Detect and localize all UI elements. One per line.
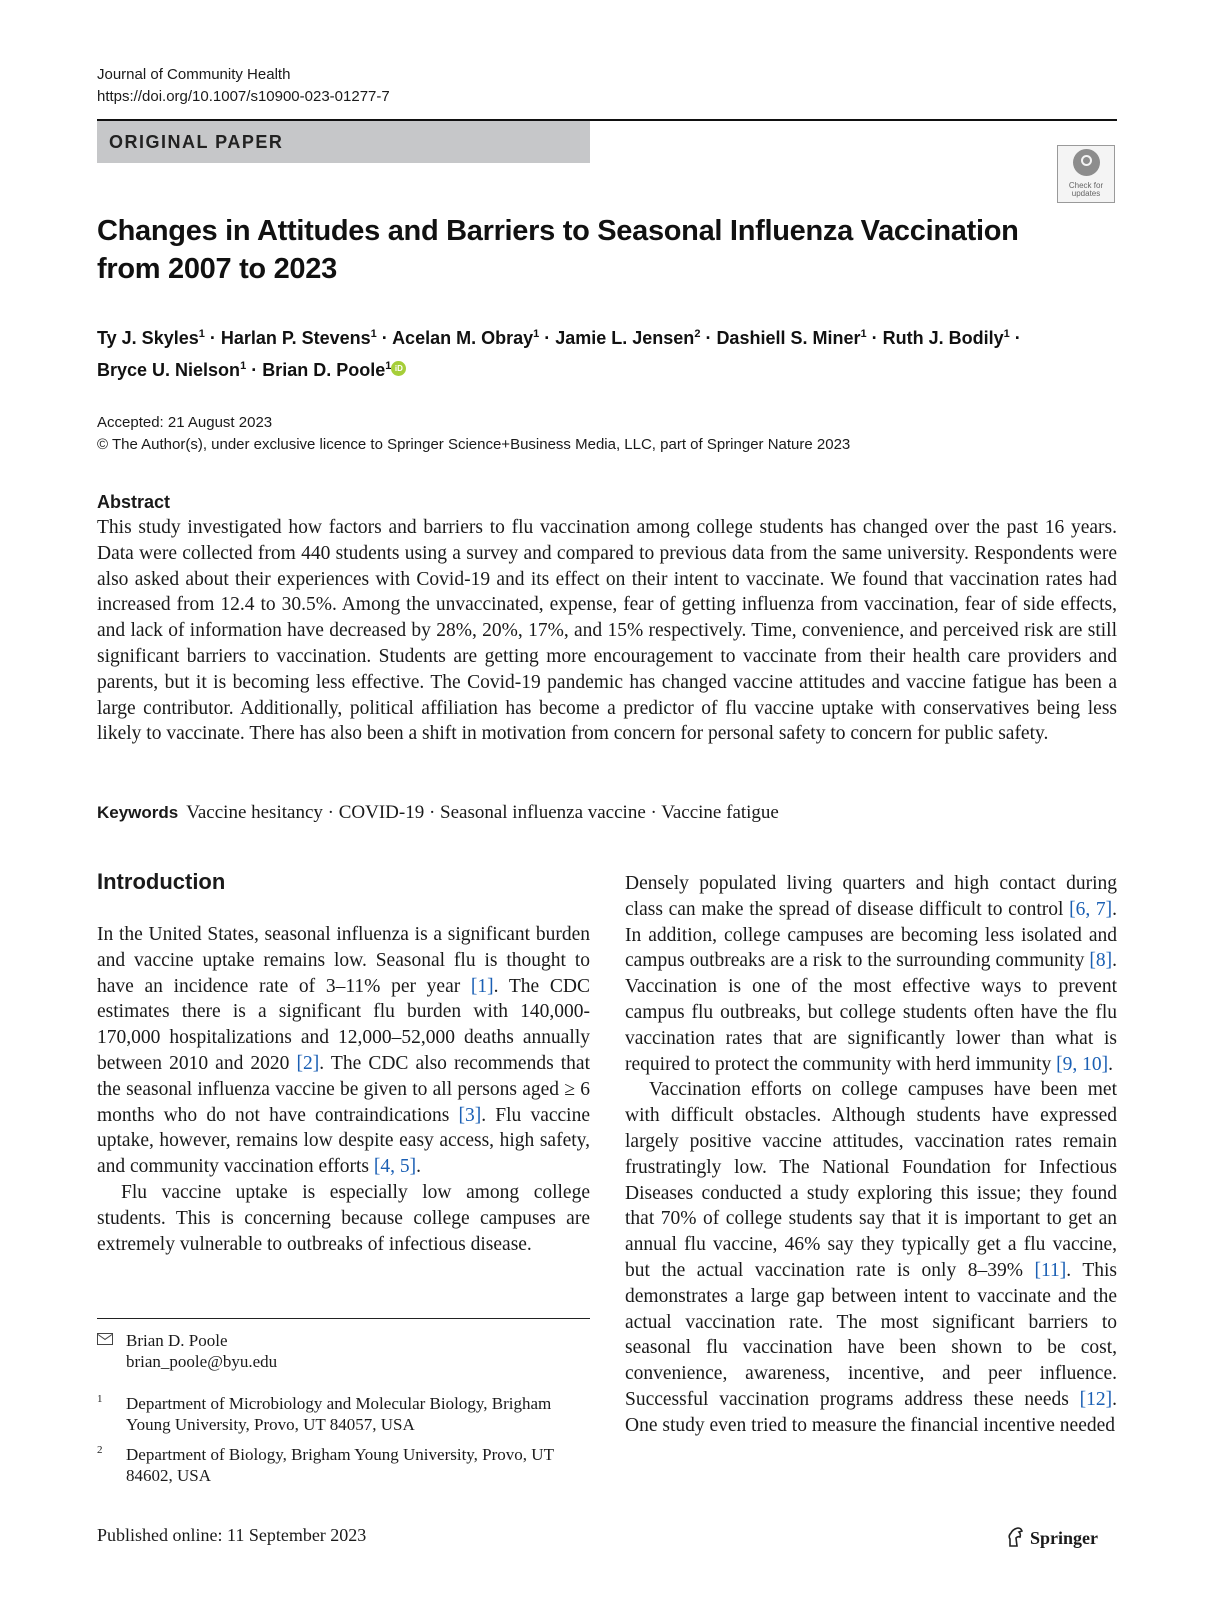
affiliation-number: 2 xyxy=(97,1444,103,1456)
check-for-updates-badge[interactable] xyxy=(1057,145,1115,203)
doi-link[interactable]: https://doi.org/10.1007/s10900-023-01277-7 xyxy=(97,88,390,105)
springer-horse-icon xyxy=(1005,1526,1025,1548)
citation-link[interactable]: [6, 7] xyxy=(1069,898,1113,920)
copyright-line: © The Author(s), under exclusive licence to Springer Science+Business Media, LLC, part of Springer Nature 2023 xyxy=(97,436,851,453)
paper-title: Changes in Attitudes and Barriers to Seasonal Influenza Vaccination from 2007 to 2023 xyxy=(97,215,1019,285)
author[interactable]: Brian D. Poole$^1$ xyxy=(262,360,392,380)
publisher-name: Springer xyxy=(1030,1528,1099,1548)
citation-link[interactable]: [1] xyxy=(470,975,494,997)
paragraph: Flu vaccine uptake is especially low among college students. This is concerning because college campuses are extremely vulnerable to outbreaks of infectious disease. xyxy=(97,1181,590,1255)
citation-link[interactable]: [3] xyxy=(458,1104,482,1126)
article-type-banner xyxy=(97,121,590,163)
citation-link[interactable]: [8] xyxy=(1089,950,1113,972)
crossmark-icon xyxy=(1073,149,1100,176)
abstract-heading: Abstract xyxy=(97,492,171,512)
citation-link[interactable]: [11] xyxy=(1034,1259,1067,1281)
article-meta xyxy=(97,412,850,456)
keywords-text: Vaccine hesitancy · COVID-19 · Seasonal influenza vaccine · Vaccine fatigue xyxy=(186,802,779,823)
article-type-label: ORIGINAL PAPER xyxy=(109,132,284,152)
published-date: Published online: 11 September 2023 xyxy=(97,1525,367,1545)
author[interactable]: Ty J. Skyles$^1$ xyxy=(97,328,205,348)
check-for-updates-text: Check for updates xyxy=(1068,181,1104,198)
column-left xyxy=(97,922,590,1257)
affiliation-text: Department of Biology, Brigham Young University, Provo, UT 84602, USA xyxy=(126,1445,554,1485)
publisher-logo xyxy=(1030,1528,1098,1549)
citation-link[interactable]: [9, 10] xyxy=(1056,1053,1109,1075)
author[interactable]: Dashiell S. Miner$^1$ xyxy=(716,328,867,348)
journal-name: Journal of Community Health xyxy=(97,66,291,83)
introduction-heading: Introduction xyxy=(97,869,226,894)
affiliation-text: Department of Microbiology and Molecular Biology, Brigham Young University, Provo, UT 84057, USA xyxy=(126,1394,552,1434)
author-list: Ty J. Skyles$^1$ · Harlan P. Stevens$^1$ · Acelan M. Obray$^1$ · Jamie L. Jensen$^2$ · Dashiell S. Miner$^1$ · Ruth J. Bodily$^1$ · Bryce U. Nielson$^1$ · Brian D. Poole$^1$ iD xyxy=(97,328,1021,380)
correspondence-name: Brian D. Poole xyxy=(126,1331,228,1350)
correspondence-email[interactable]: brian_poole@byu.edu xyxy=(126,1352,278,1371)
author[interactable]: Bryce U. Nielson$^1$ xyxy=(97,360,247,380)
orcid-icon[interactable]: iD xyxy=(391,361,406,376)
paragraph: Vaccination efforts on college campuses have been met with difficult obstacles. Although students have expressed largely positive vaccine attitudes, vaccination rates remain frustratingly low. The National Foundation for Infectious Diseases conducted a study exploring this issue; they found that 70% of college students say that it is important to get an annual flu vaccine, 46% say they typically get a flu vaccine, but the actual vaccination rate is only 8–39% [11]. This demonstrates a large gap between intent to vaccinate and the actual vaccination rate. The most significant barriers to seasonal flu vaccination have been shown to be cost, convenience, awareness, incentive, and peer influence. Successful vaccination programs address these needs [12]. One study even tried to measure the financial incentive needed xyxy=(625,1079,1117,1436)
envelope-icon xyxy=(97,1333,113,1345)
citation-link[interactable]: [2] xyxy=(296,1052,320,1074)
keywords-label: Keywords xyxy=(97,803,179,822)
author[interactable]: Harlan P. Stevens$^1$ xyxy=(220,328,377,348)
abstract-text: This study investigated how factors and barriers to flu vaccination among college students has changed over the past 16 years. Data were collected from 440 students using a survey and compared to previous data from the same university. Respondents were also asked about their experiences with Covid-19 and its effect on their intent to vaccinate. We found that vaccination rates had increased from 12.4 to 30.5%. Among the unvaccinated, expense, fear of getting influenza from vaccination, fear of side effects, and lack of information have decreased by 28%, 20%, 17%, and 15% respectively. Time, convenience, and perceived risk are still significant barriers to vaccination. Students are getting more encouragement to vaccinate from their health care providers and parents, but it is becoming less effective. The Covid-19 pandemic has changed vaccine attitudes and vaccine fatigue has been a large contributor. Additionally, political affiliation has become a predictor of flu vaccine uptake with conservatives being less likely to vaccinate. There has also been a shift in motivation from concern for personal safety to concern for public safety. xyxy=(97,517,1117,745)
footnote-rule xyxy=(97,1318,590,1319)
author[interactable]: Jamie L. Jensen$^2$ xyxy=(555,328,701,348)
accepted-date: Accepted: 21 August 2023 xyxy=(97,414,273,431)
journal-header xyxy=(97,64,390,108)
keywords xyxy=(97,800,779,826)
column-right xyxy=(625,871,1117,1439)
citation-link[interactable]: [4, 5] xyxy=(373,1156,417,1178)
paragraph: In the United States, seasonal influenza is a significant burden and vaccine uptake remains low. Seasonal flu is thought to have an incidence rate of 3–11% per year [1]. The CDC estimates there is a significant flu burden with 140,000-170,000 hospitalizations and 12,000–52,000 deaths annually between 2010 and 2020 [2]. The CDC also recommends that the seasonal influenza vaccine be given to all persons aged ≥ 6 months who do not have contraindications [3]. Flu vaccine uptake, however, remains low despite easy access, high safety, and community vaccination efforts [4, 5]. xyxy=(97,924,591,1178)
author[interactable]: Acelan M. Obray$^1$ xyxy=(392,328,540,348)
author[interactable]: Ruth J. Bodily$^1$ xyxy=(882,328,1010,348)
affiliation-number: 1 xyxy=(97,1393,103,1405)
citation-link[interactable]: [12] xyxy=(1079,1388,1113,1410)
paragraph: Densely populated living quarters and high contact during class can make the spread of disease difficult to control [6, 7]. In addition, college campuses are becoming less isolated and campus outbreaks are a risk to the surrounding community [8]. Vaccination is one of the most effective ways to prevent campus flu outbreaks, but college students often have the flu vaccination rates that are significantly lower than what is required to protect the community with herd immunity [9, 10]. xyxy=(625,873,1117,1075)
